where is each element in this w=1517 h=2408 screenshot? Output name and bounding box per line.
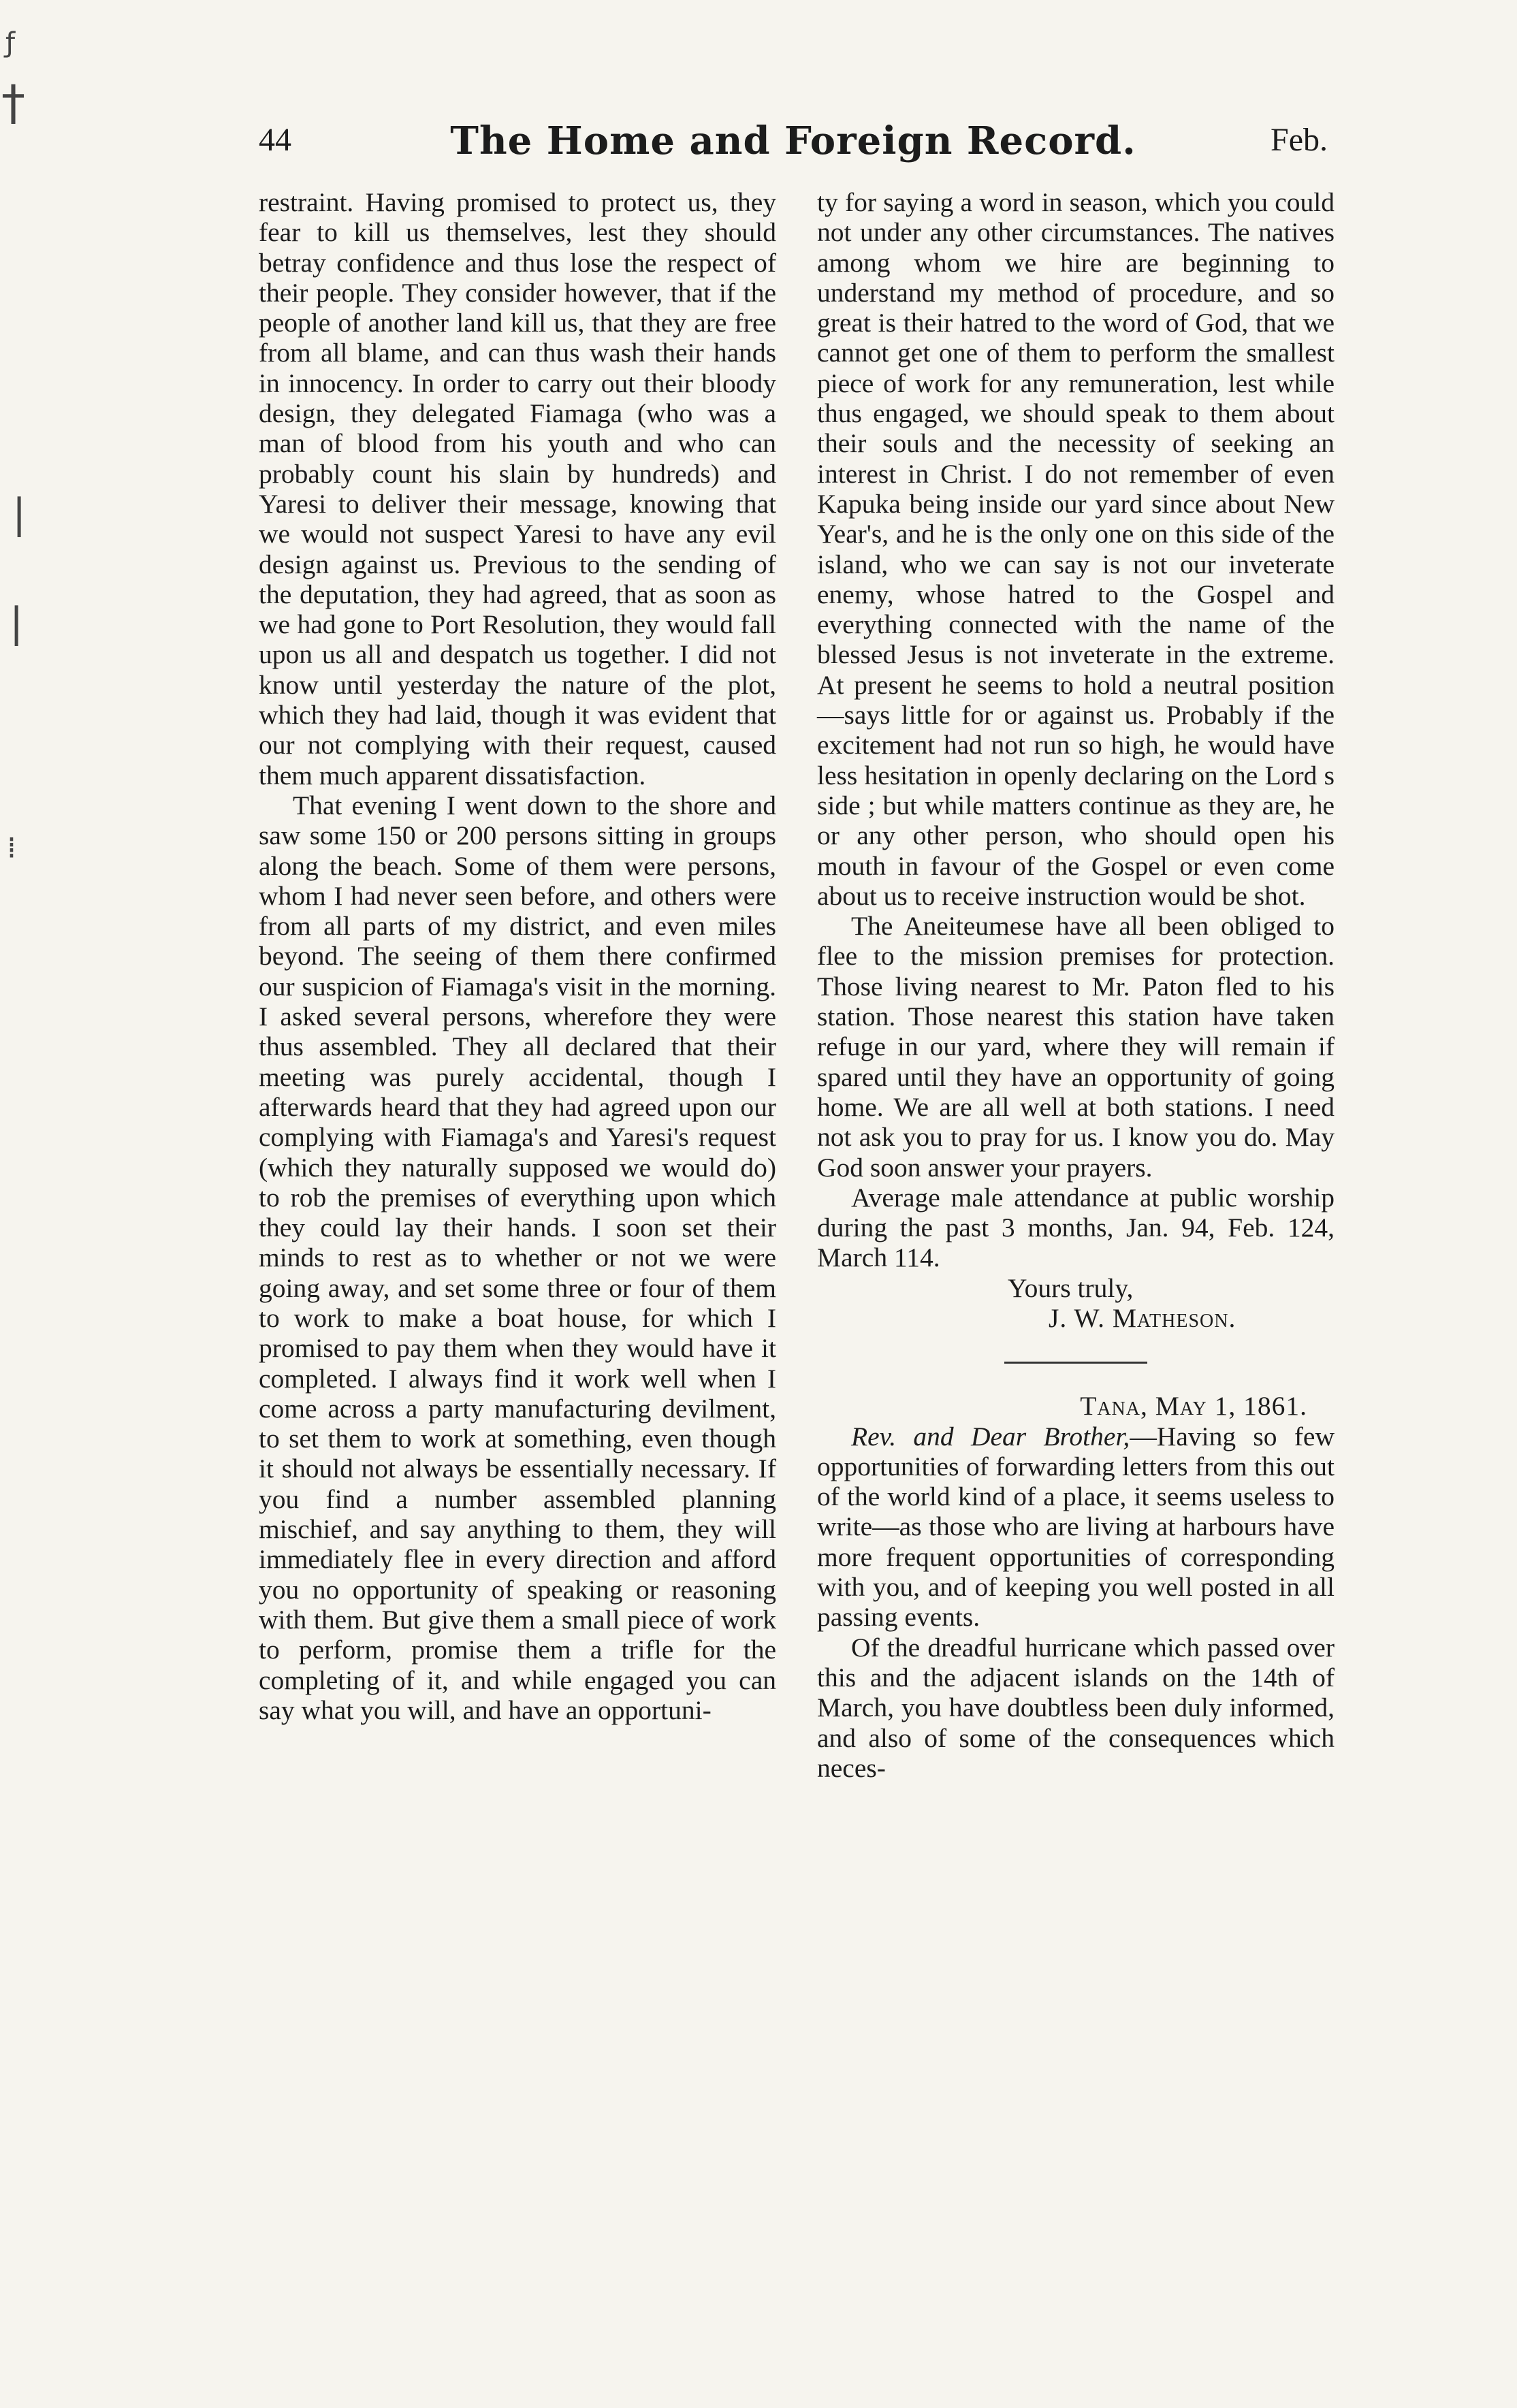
paragraph: That evening I went down to the shore and saw some 150 or 200 persons sitting in groups along the beach. Some of them were persons, whom I had never seen before, and others were from all parts of my district, and even miles beyond. The seeing of them there confirmed our suspicion of Fiamaga's visit in the morning. I asked several persons, wherefore they were thus assembled. They all declared that their meeting was purely accidental, though I afterwards heard that they had agreed upon our complying with Fiamaga's and Yaresi's request (which they naturally supposed we would do) to rob the premises of everything upon which they could lay their hands. I soon set their minds to rest as to whether or not we were going away, and set some three or four of them to work to make a boat house, for which I promised to pay them when they would have it completed. I always find it work well when I come across a party manufacturing devilment, to set them to work at something, even though it should not always be essentially necessary. If you find a number assembled planning mischief, and say anything to them, they will immediately flee in every direction and afford you no opportunity of speaking or reasoning with them. But give them a small piece of work to perform, promise them a trifle for the completing of it, and while engaged you can say what you will, and have an opportuni- [259,790,776,1725]
page-number: 44 [259,122,291,158]
margin-mark: ƒ [5,27,16,59]
header-month: Feb. [1271,122,1328,158]
running-header [245,116,1341,177]
letter-closing: Yours truly, [1008,1272,1134,1303]
paragraph: Of the dreadful hurricane which passed over this and the adjacent islands on the 14th of March, you have doubtless been duly informed, and also of some of the consequences which neces- [817,1632,1335,1783]
margin-mark: | [12,490,27,538]
paragraph: The Aneiteumese have all been obliged to flee to the mission premises for protection. Those living nearest to Mr. Paton fled to his station. Those nearest this station have taken refuge in our yard, where they will remain if spared until they have an opportunity of going home. We are all well at both stations. I need not ask you to pray for us. I know you do. May God soon answer your prayers. [817,911,1335,1183]
letter-signature: J. W. Matheson. [1049,1302,1236,1333]
letter-dateline: Tana, May 1, 1861. [1080,1391,1307,1422]
paragraph: Average male attendance at public worship during the past 3 months, Jan. 94, Feb. 124, March 114. [817,1182,1335,1273]
margin-mark: | [10,599,24,647]
margin-mark: ⁞ [7,831,16,865]
margin-mark: † [1,75,25,131]
left-column [259,187,776,1725]
paragraph: ty for saying a word in season, which you could not under any other circumstances. The natives among whom we hire are beginning to understand my method of procedure, and so great is their hatred to the word of God, that we cannot get one of them to perform the smallest piece of work for any remuneration, lest while thus engaged, we should speak to them about their souls and the necessity of seeking an interest in Christ. I do not remember of even Kapuka being inside our yard since about New Year's, and he is the only one on this side of the island, who we can say is not our inveterate enemy, whose hatred to the Gospel and everything connected with the name of the blessed Jesus is not inveterate in the extreme. At present he seems to hold a neutral position—says little for or against us. Probably if the excitement had not run so high, he would have less hesitation in openly declaring on the Lord s side ; but while matters continue as they are, he or any other person, who should open his mouth in favour of the Gospel or even come about us to receive instruction would be shot. [817,187,1335,911]
section-divider [1004,1362,1147,1364]
paragraph [817,1422,1335,1633]
letter-text: —Having so few opportunities of forwarding letters from this out of the world kind of a place, it seems useless to write—as those who are living at harbours have more frequent opportunities of corresponding with you, and of keeping you well posted in all passing events. [817,1421,1335,1633]
paragraph: restraint. Having promised to protect us, they fear to kill us themselves, lest they should betray confidence and thus lose the respect of their people. They consider however, that if the people of another land kill us, that they are free from all blame, and can thus wash their hands in innocency. In order to carry out their bloody design, they delegated Fiamaga (who was a man of blood from his youth and who can probably count his slain by hundreds) and Yaresi to deliver their message, knowing that we would not suspect Yaresi to have any evil design against us. Previous to the sending of the deputation, they had agreed, that as soon as we had gone to Port Resolution, they would fall upon us all and despatch us together. I did not know until yesterday the nature of the plot, which they had laid, though it was evident that our not complying with their request, caused them much apparent dissatisfaction. [259,187,776,790]
letter-salutation: Rev. and Dear Brother, [851,1421,1130,1451]
right-column [817,187,1335,1783]
running-title: The Home and Foreign Record. [450,118,1136,163]
page [245,116,1341,2349]
